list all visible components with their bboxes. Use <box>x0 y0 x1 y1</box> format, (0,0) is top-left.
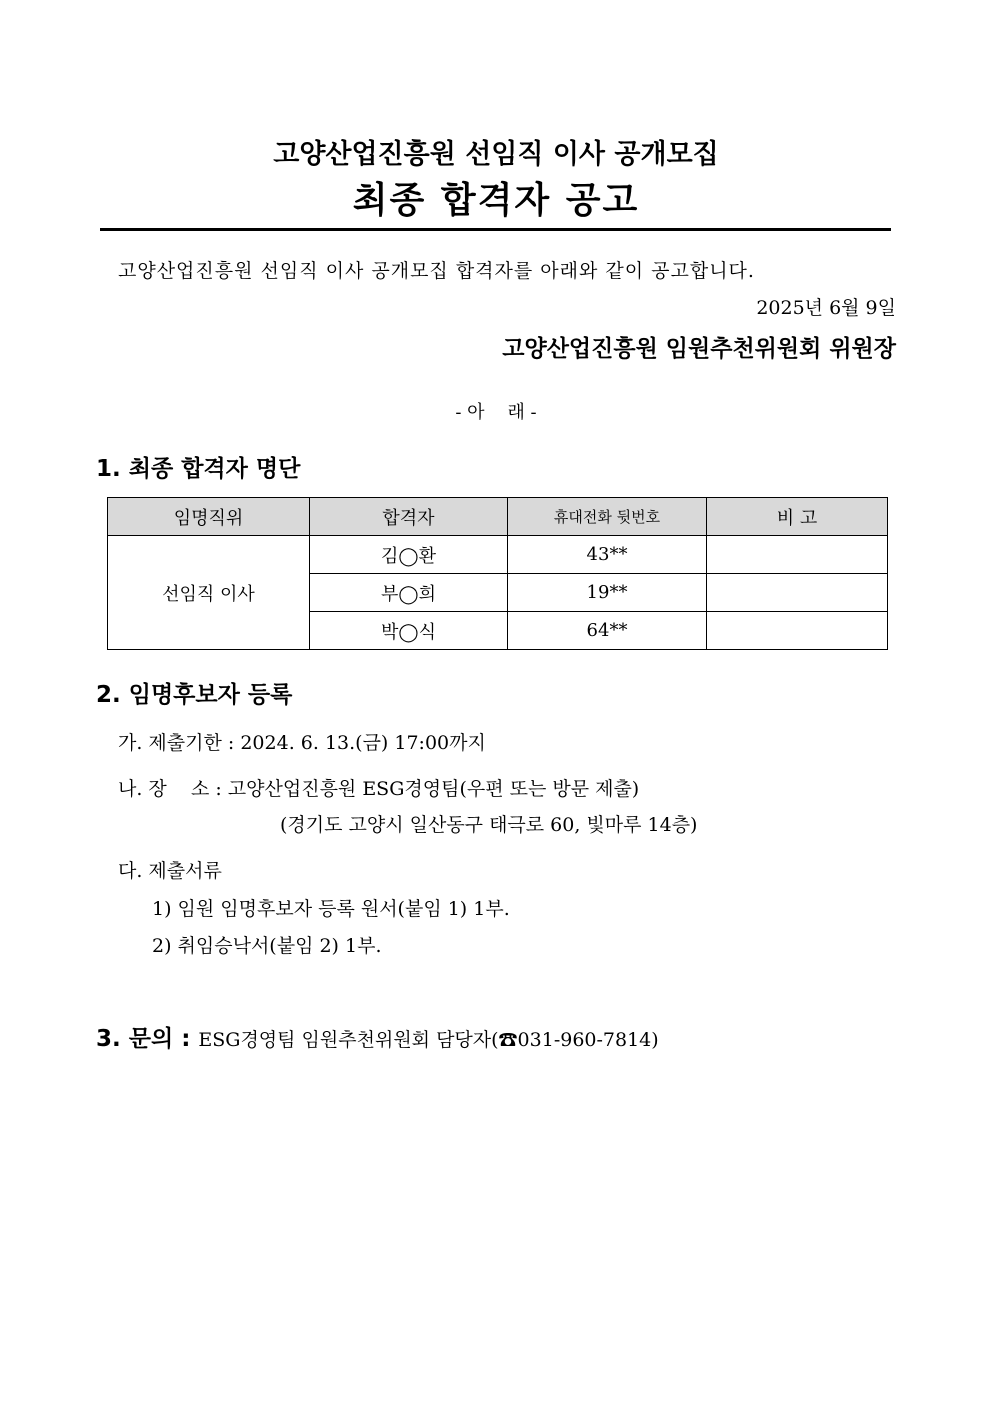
candidate-phone: 64** <box>508 612 707 650</box>
section2-heading: 2. 임명후보자 등록 <box>96 682 293 708</box>
documents-label: 다. 제출서류 <box>118 860 222 882</box>
section1-heading: 1. 최종 합격자 명단 <box>96 456 301 482</box>
document-subtitle: 최종 합격자 공고 <box>352 180 640 221</box>
below-marker: - 아 래 - <box>455 402 537 423</box>
header-position: 임명직위 <box>108 498 310 536</box>
candidate-name: 박◯식 <box>310 612 508 650</box>
contact-info: ESG경영팀 임원추천위원회 담당자(☎031-960-7814) <box>198 1029 659 1051</box>
document-item: 1) 임원 임명후보자 등록 원서(붙임 1) 1부. <box>152 898 510 920</box>
candidate-note <box>707 536 888 574</box>
place-value: 고양산업진흥원 ESG경영팀(우편 또는 방문 제출) <box>227 778 640 800</box>
final-candidates-table <box>107 497 888 650</box>
candidate-note <box>707 574 888 612</box>
deadline-line <box>118 728 486 755</box>
section3-heading: 3. 문의 : <box>96 1026 191 1052</box>
signer: 고양산업진흥원 임원추천위원회 위원장 <box>502 335 896 362</box>
place-label: 나. 장 소 : <box>118 778 222 800</box>
section3 <box>96 1020 659 1053</box>
announcement-date: 2025년 6월 9일 <box>756 297 896 319</box>
candidate-name: 김◯환 <box>310 536 508 574</box>
candidate-name: 부◯희 <box>310 574 508 612</box>
candidate-note <box>707 612 888 650</box>
position-cell: 선임직 이사 <box>108 536 310 650</box>
deadline-value: 2024. 6. 13.(금) 17:00까지 <box>240 732 486 754</box>
document-title: 고양산업진흥원 선임직 이사 공개모집 <box>273 139 719 170</box>
place-line <box>118 774 639 801</box>
header-note: 비 고 <box>707 498 888 536</box>
table-header-row <box>108 498 888 536</box>
table-row <box>108 536 888 574</box>
intro-text: 고양산업진흥원 선임직 이사 공개모집 합격자를 아래와 같이 공고합니다. <box>118 260 755 282</box>
place-address: (경기도 고양시 일산동구 태극로 60, 빛마루 14층) <box>280 814 698 836</box>
candidate-phone: 43** <box>508 536 707 574</box>
document-item: 2) 취임승낙서(붙임 2) 1부. <box>152 935 382 957</box>
header-phone: 휴대전화 뒷번호 <box>508 498 707 536</box>
candidate-phone: 19** <box>508 574 707 612</box>
deadline-label: 가. 제출기한 : <box>118 732 235 754</box>
title-divider <box>100 228 891 231</box>
header-candidate: 합격자 <box>310 498 508 536</box>
